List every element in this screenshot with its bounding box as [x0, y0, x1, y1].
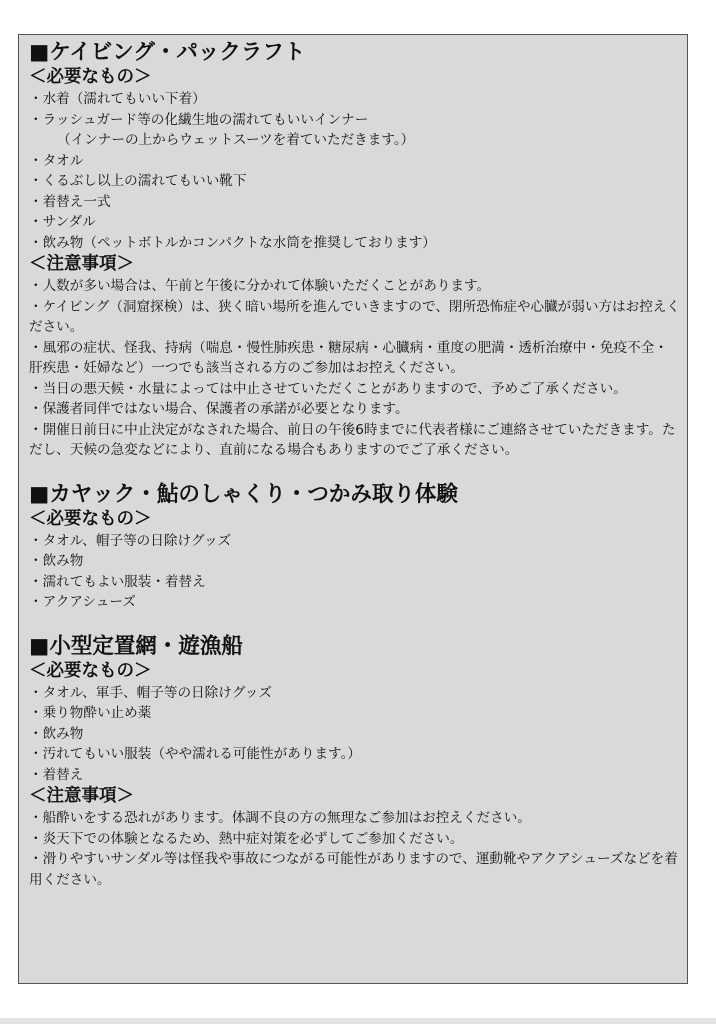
required-items-heading: ＜必要なもの＞: [29, 508, 152, 529]
section-kayak-ayu: [29, 481, 681, 613]
list-item: ・着替え: [29, 766, 84, 783]
section-caving-packraft: [29, 39, 681, 461]
list-item: ・汚れてもいい服装（やや濡れる可能性があります。）: [29, 746, 361, 762]
section-title: ■ケイビング・パックラフト: [29, 40, 306, 65]
list-item: ・当日の悪天候・水量によっては中止させていただくことがありますので、予めご了承ください。: [29, 380, 627, 397]
section-fixed-net-fishing-boat: [29, 633, 681, 891]
list-item: ・水着（濡れてもいい下着）: [29, 91, 206, 107]
list-item: ・人数が多い場合は、午前と午後に分かれて体験いただくことがあります。: [29, 278, 491, 294]
list-item: ・ケイビング（洞窟探検）は、狭く暗い場所を進んでいきますので、閉所恐怖症や心臓が弱い方はお控えください。: [29, 298, 681, 335]
list-item: ・船酔いをする恐れがあります。体調不良の方の無理なご参加はお控えください。: [29, 810, 531, 826]
required-items-heading: ＜必要なもの＞: [29, 67, 152, 87]
notes-list: [29, 276, 681, 461]
list-item: ・飲み物: [29, 553, 84, 569]
list-item: [29, 130, 681, 151]
list-item: ・くるぶし以上の濡れてもいい靴下: [29, 173, 247, 189]
list-item: ・飲み物（ペットボトルかコンパクトな水筒を推奨しております）: [29, 234, 436, 251]
list-item: ・風邪の症状、怪我、持病（喘息・慢性肺疾患・糖尿病・心臓病・重度の肥満・透析治療中・免疫不全・肝疾患・妊婦など）一つでも該当される方のご参加はお控えください。: [29, 339, 668, 376]
list-item: ・保護者同伴ではない場合、保護者の承諾が必要となります。: [29, 401, 409, 417]
notes-heading: ＜注意事項＞: [29, 254, 134, 274]
list-item: ・サンダル: [29, 214, 96, 230]
notes-list: [29, 808, 681, 890]
section-title: ■カヤック・鮎のしゃくり・つかみ取り体験: [29, 481, 458, 507]
required-items-list: [29, 531, 681, 613]
required-items-list: [29, 683, 681, 786]
page-bottom-band: [0, 1018, 716, 1024]
list-item: ・アクアシューズ: [29, 594, 136, 610]
list-item: ・濡れてもよい服装・着替え: [29, 573, 206, 590]
list-item: ・着替え一式: [29, 193, 111, 210]
required-items-heading: ＜必要なもの＞: [29, 660, 152, 681]
info-panel: [18, 34, 688, 984]
list-item: ・滑りやすいサンダル等は怪我や事故につながる可能性がありますので、運動靴やアクアシューズなどを着用ください。: [29, 851, 678, 888]
notes-heading: ＜注意事項＞: [29, 786, 134, 806]
list-item: ・タオル、軍手、帽子等の日除けグッズ: [29, 684, 272, 701]
list-item: ・タオル、帽子等の日除けグッズ: [29, 532, 232, 549]
list-item: ・飲み物: [29, 725, 84, 742]
list-item: ・ラッシュガード等の化繊生地の濡れてもいいインナー: [29, 111, 369, 128]
list-item-note: （インナーの上からウェットスーツを着ていただきます。）: [57, 132, 415, 148]
list-item: ・開催日前日に中止決定がなされた場合、前日の午後6時までに代表者様にご連絡させていただきます。ただし、天候の急変などにより、直前になる場合もありますのでご了承ください。: [29, 421, 676, 458]
list-item: ・タオル: [29, 152, 84, 169]
section-title: ■小型定置網・遊漁船: [29, 633, 243, 659]
list-item: ・炎天下での体験となるため、熱中症対策を必ずしてご参加ください。: [29, 830, 464, 847]
required-items-list: [29, 89, 681, 253]
list-item: ・乗り物酔い止め薬: [29, 705, 152, 721]
